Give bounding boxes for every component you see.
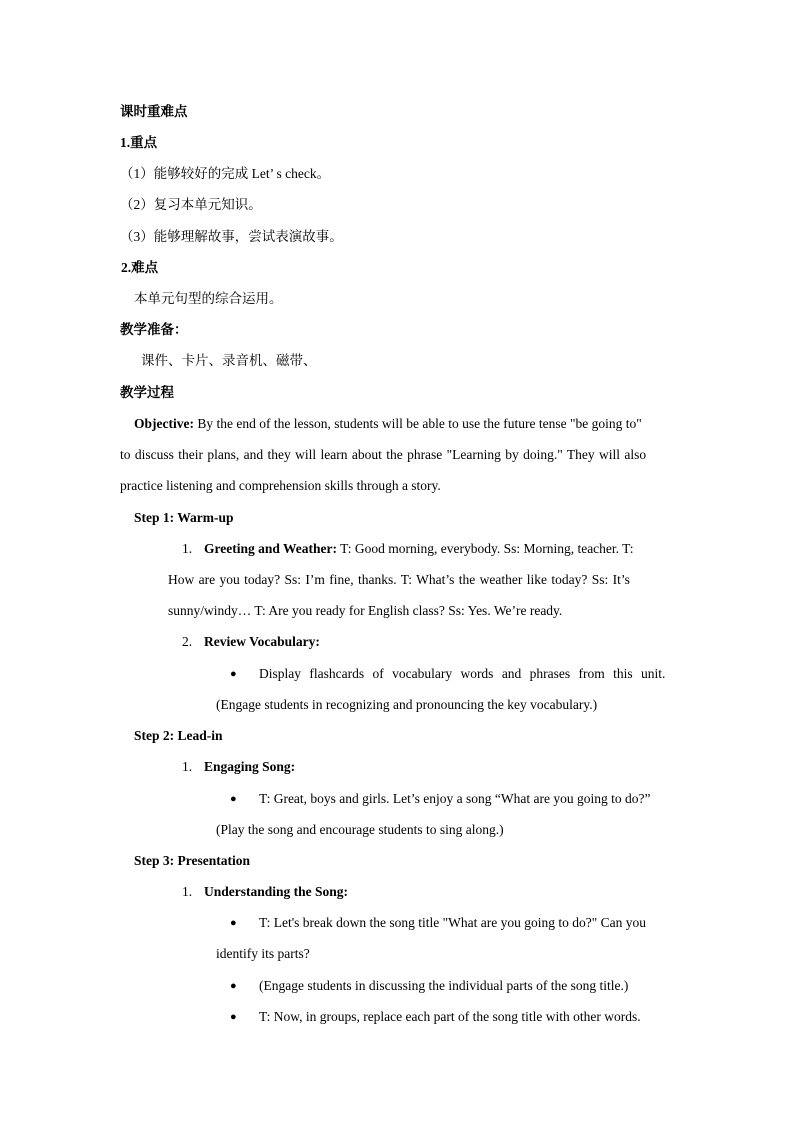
key-points-title: 1.重点: [120, 135, 158, 150]
objective-label: Objective:: [134, 416, 194, 431]
objective-line: practice listening and comprehension skills through a story.: [120, 478, 441, 493]
list-number: 1.: [182, 541, 193, 556]
bullet-icon: ●: [230, 980, 237, 992]
section-title-key-difficult: 课时重难点: [120, 104, 188, 119]
bullet-text: Display flashcards of vocabulary words and phrases from this unit.: [259, 666, 666, 681]
item-label: Review Vocabulary:: [204, 634, 320, 649]
prep-text: 课件、卡片、录音机、磁带、: [141, 353, 317, 368]
list-number: 1.: [182, 759, 193, 774]
key-point-item: （3）能够理解故事，尝试表演故事。: [120, 229, 343, 244]
bullet-continuation: (Engage students in recognizing and pronouncing the key vocabulary.): [216, 697, 598, 712]
process-title: 教学过程: [120, 385, 174, 400]
step-title: Step 2: Lead-in: [134, 728, 223, 743]
item-text: T: Good morning, everybody. Ss: Morning, teacher. T:: [340, 541, 634, 556]
bullet-text: T: Let's break down the song title "What are you going to do?" Can you: [259, 915, 646, 930]
item-label: Greeting and Weather:: [204, 541, 337, 556]
item-continuation: How are you today? Ss: I’m fine, thanks. T: What’s the weather like today? Ss: It’s: [168, 572, 630, 587]
difficult-text: 本单元句型的综合运用。: [134, 291, 283, 306]
step-title: Step 1: Warm-up: [134, 510, 234, 525]
bullet-text: T: Great, boys and girls. Let’s enjoy a song “What are you going to do?”: [259, 791, 651, 806]
item-label: Understanding the Song:: [204, 884, 349, 899]
step-title: Step 3: Presentation: [134, 853, 250, 868]
bullet-icon: ●: [230, 917, 237, 929]
bullet-icon: ●: [230, 793, 237, 805]
key-point-item: （2）复习本单元知识。: [120, 197, 262, 212]
bullet-icon: ●: [230, 1011, 237, 1023]
list-item-greeting: [204, 540, 674, 558]
bullet-text: T: Now, in groups, replace each part of the song title with other words.: [259, 1009, 641, 1024]
bullet-continuation: (Play the song and encourage students to sing along.): [216, 822, 504, 837]
difficult-title: 2.难点: [121, 260, 159, 275]
bullet-continuation: identify its parts?: [216, 946, 310, 961]
prep-title: 教学准备：: [120, 322, 188, 337]
bullet-text: (Engage students in discussing the individual parts of the song title.): [259, 978, 629, 993]
list-number: 2.: [182, 634, 193, 649]
bullet-icon: ●: [230, 668, 237, 680]
objective-line: [134, 415, 674, 433]
item-label: Engaging Song:: [204, 759, 296, 774]
objective-text: By the end of the lesson, students will be able to use the future tense "be going to": [197, 416, 642, 431]
key-point-item: （1）能够较好的完成 Let’ s check。: [120, 166, 331, 181]
item-continuation: sunny/windy… T: Are you ready for English class? Ss: Yes. We’re ready.: [168, 603, 563, 618]
list-number: 1.: [182, 884, 193, 899]
objective-line: to discuss their plans, and they will learn about the phrase "Learning by doing." They will also: [120, 447, 647, 462]
